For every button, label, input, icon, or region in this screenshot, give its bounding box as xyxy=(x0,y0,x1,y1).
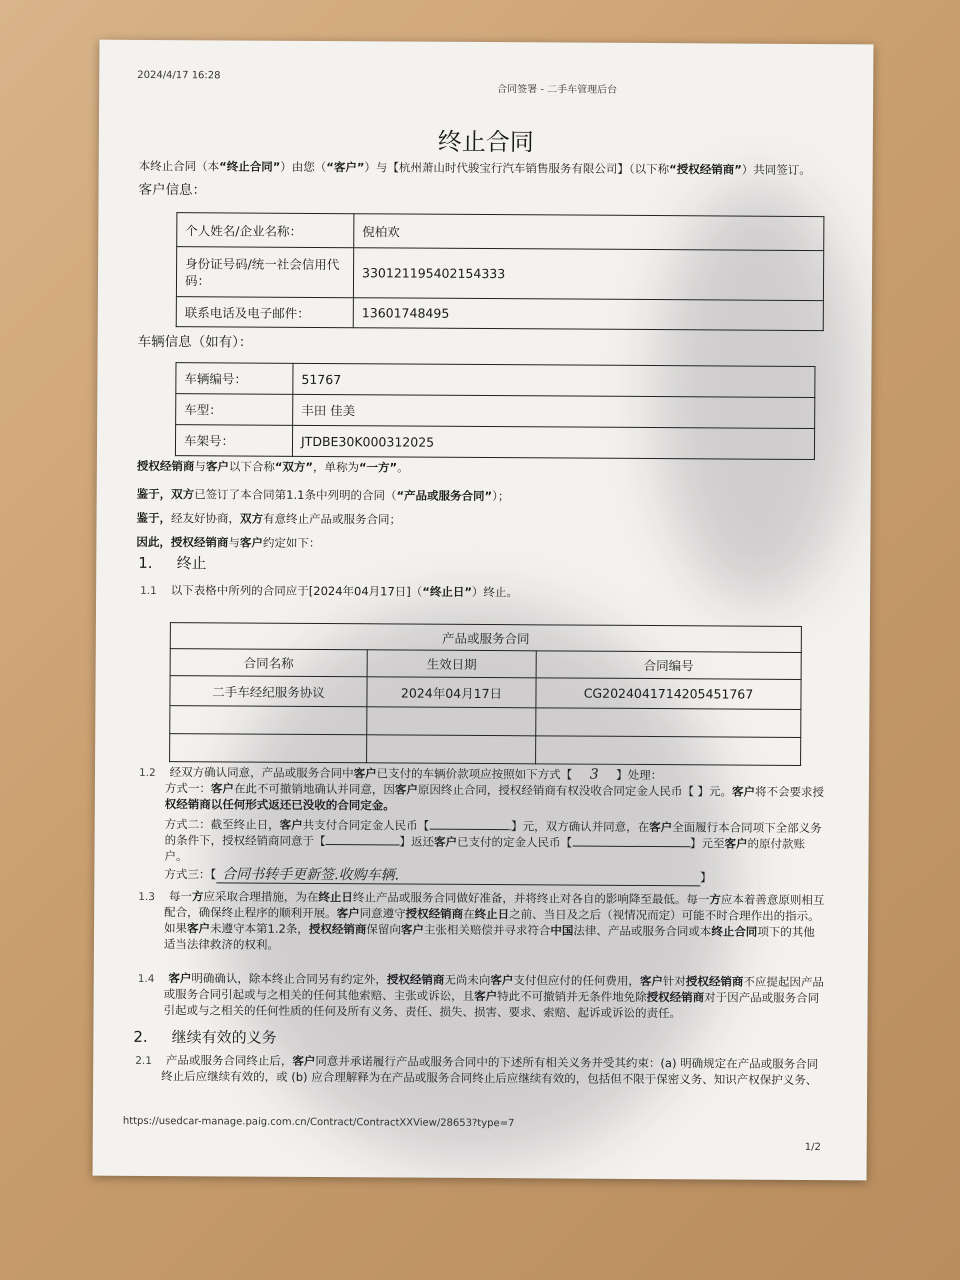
contracts-table xyxy=(169,622,802,766)
intro-paragraph: 本终止合同（本“终止合同”）由您（“客户”）与【杭州萧山时代骏宝行汽车销售服务有限公司】（以下称“授权经销商”）共同签订。 xyxy=(138,158,811,177)
vehicle-vin-value: JTDBE30K000312025 xyxy=(292,425,814,459)
clause-1-2-intro: 1.2 经双方确认同意，产品或服务合同中客户已支付的车辆价款项应按照如下方式【 3 】处理： xyxy=(138,765,663,783)
contract-number-cell: CG2024041714205451767 xyxy=(536,678,801,710)
clause-1-2-method-2: 方式二：截至终止日，客户共支付合同定金人民币【 】元，双方确认并同意，在客户全面履行本合同项下全部义务 的条件下，授权经销商同意于【 】返还客户已支付的定金人民币【 】元至客户的原付款账 户。 xyxy=(164,817,822,864)
table-row xyxy=(170,734,801,766)
contract-name-cell xyxy=(170,734,367,763)
handwritten-method-choice: 3 xyxy=(589,766,599,783)
contract-date-cell: 2024年04月17日 xyxy=(367,677,536,708)
contract-number-cell xyxy=(536,708,801,738)
customer-info-table xyxy=(176,212,825,331)
table-row xyxy=(170,676,801,710)
therefore-clause: 因此，授权经销商与客户约定如下： xyxy=(136,534,321,551)
customer-contact-value: 13601748495 xyxy=(353,298,823,331)
contract-date-cell xyxy=(367,707,536,736)
vehicle-id-label: 车辆编号： xyxy=(176,363,293,395)
print-timestamp: 2024/4/17 16:28 xyxy=(137,69,221,82)
handwritten-method-3: 合同书转手更新签.收购车辆. xyxy=(216,866,700,886)
contracts-header-name: 合同名称 xyxy=(170,649,367,677)
vehicle-model-value: 丰田 佳美 xyxy=(293,394,815,428)
parties-clause: 授权经销商与客户以下合称“双方”，单称为“一方”。 xyxy=(136,458,409,475)
contract-date-cell xyxy=(367,735,536,764)
contracts-header-number: 合同编号 xyxy=(536,651,801,680)
customer-info-heading: 客户信息： xyxy=(138,181,207,199)
contract-number-cell xyxy=(536,736,801,766)
vehicle-model-label: 车型： xyxy=(176,394,293,426)
contract-paper xyxy=(93,40,874,1181)
footer-page-number: 1/2 xyxy=(804,1141,821,1154)
clause-1-4-cont: 或服务合同引起或与之相关的任何其他索赔、主张或诉讼，且客户特此不可撤销并无条件地免除授权经销商对于因产品或服务合同 引起或与之相关的任何性质的任何及所有义务、责任、损失、损害、要求、索赔、起诉或诉讼的责任。 xyxy=(163,987,820,1021)
clause-1-1: 1.1 以下表格中所列的合同应于[2024年04月17日]（“终止日”）终止。 xyxy=(140,583,518,600)
whereas-clause-1: 鉴于，双方已签订了本合同第1.1条中列明的合同（“产品或服务合同”）； xyxy=(136,486,510,504)
customer-id-label: 身份证号码/统一社会信用代码： xyxy=(176,247,353,298)
vehicle-vin-label: 车架号： xyxy=(175,425,292,457)
contracts-header-date: 生效日期 xyxy=(367,650,536,678)
clause-1-3: 1.3 每一方应采取合理措施，为在终止日终止产品或服务合同做好准备，并将终止对各自的影响降至最低。每一方应本着善意原则相互 xyxy=(138,889,825,908)
document-title: 终止合同 xyxy=(437,127,534,157)
section-1-heading: 1. 终止 xyxy=(138,553,207,573)
print-page-title: 合同签署 - 二手车管理后台 xyxy=(497,84,618,96)
customer-name-label: 个人姓名/企业名称： xyxy=(177,213,354,248)
customer-name-value: 倪柏欢 xyxy=(354,214,824,251)
section-2-heading: 2. 继续有效的义务 xyxy=(133,1027,277,1047)
contracts-caption-row xyxy=(170,623,801,653)
customer-contact-label: 联系电话及电子邮件： xyxy=(176,297,353,328)
contracts-caption: 产品或服务合同 xyxy=(170,623,801,653)
contract-name-cell: 二手车经纪服务协议 xyxy=(170,676,367,707)
clause-1-3-cont: 配合，确保终止程序的顺利开展。客户同意遵守授权经销商在终止日之前、当日及之后（视情况而定）可能不时合理作出的指示。 如果客户未遵守本第1.2条，授权经销商保留向客户主张相关赔偿并寻求符合中国法律、产品或服务合同或本终止合同项下的其他 适当法律救济的权利。 xyxy=(163,905,820,952)
vehicle-row-model xyxy=(176,394,815,429)
customer-row-name xyxy=(177,213,824,251)
customer-id-value: 330121195402154333 xyxy=(353,248,823,301)
contracts-header-row xyxy=(170,649,801,680)
customer-row-id xyxy=(176,247,823,301)
vehicle-info-table xyxy=(175,362,816,460)
vehicle-info-heading: 车辆信息（如有）： xyxy=(137,333,253,351)
whereas-clause-2: 鉴于，经友好协商，双方有意终止产品或服务合同； xyxy=(136,510,402,527)
vehicle-row-vin xyxy=(175,425,814,460)
clause-1-4: 1.4 客户明确确认，除本终止合同另有约定外，授权经销商无尚未向客户支付但应付的任何费用，客户针对授权经销商不应提起因产品 xyxy=(137,971,824,990)
table-row xyxy=(170,706,801,738)
clause-2-1-cont: 终止后应继续有效的，或 (b) 应合理解释为在产品或服务合同终止后应继续有效的，包括但不限于保密义务、知识产权保护义务、 xyxy=(161,1069,818,1088)
customer-row-contact xyxy=(176,297,823,331)
contract-name-cell xyxy=(170,706,367,735)
clause-1-2-method-3: 方式三：【 合同书转手更新签.收购车辆. 】 xyxy=(164,866,712,885)
clause-1-2-method-1: 方式一：客户在此不可撤销地确认并同意，因客户原因终止合同，授权经销商有权没收合同定金人民币【 】元。客户将不会要求授 权经销商以任何形式返还已没收的合同定金。 xyxy=(164,781,825,813)
footer-url: https://usedcar-manage.paig.com.cn/Contract/ContractXXView/28653?type=7 xyxy=(122,1115,515,1130)
vehicle-row-id xyxy=(176,363,815,398)
vehicle-id-value: 51767 xyxy=(293,363,815,397)
clause-2-1: 2.1 产品或服务合同终止后，客户同意并承诺履行产品或服务合同中的下述所有相关义务并受其约束：(a) 明确规定在产品或服务合同 xyxy=(135,1053,819,1072)
